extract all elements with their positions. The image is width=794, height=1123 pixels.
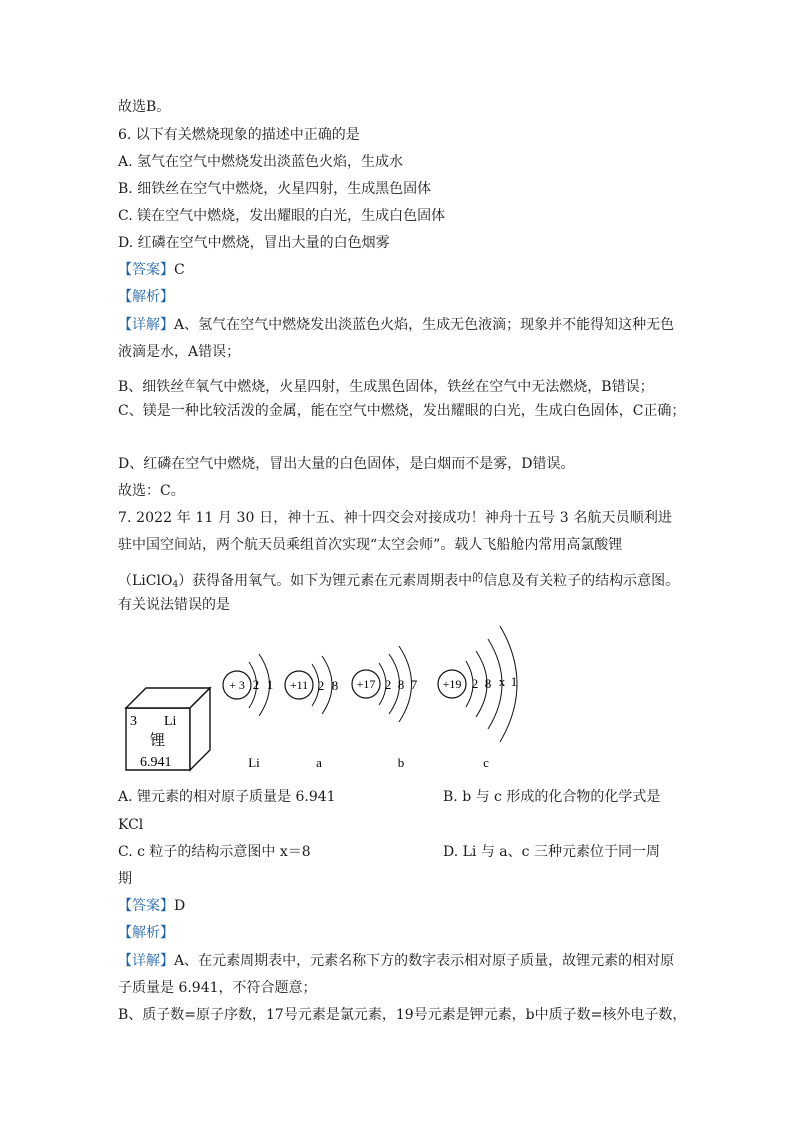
- q7-option-d-cont: 期: [118, 871, 132, 887]
- q7-analysis-tag: 【解析】: [118, 925, 174, 941]
- nucleus-charge: + 3: [229, 678, 245, 692]
- q6-detail-c: C、镁是一种比较活泼的金属，能在空气中燃烧，发出耀眼的白光，生成白色固体，C正确；: [118, 403, 686, 419]
- answer-value: C: [174, 262, 185, 278]
- stem-formula-pre: （LiClO: [118, 573, 173, 589]
- q6-option-a: A. 氢气在空气中燃烧发出淡蓝色火焰，生成水: [118, 154, 404, 170]
- q7-option-c: C. c 粒子的结构示意图中 x＝8: [118, 844, 311, 860]
- element-mass: 6.941: [140, 755, 172, 770]
- element-symbol: Li: [164, 714, 177, 729]
- q7-stem-line3: [118, 569, 679, 594]
- q6-conclusion: 故选：C。: [118, 483, 185, 499]
- detail-tag: 【详解】: [118, 317, 174, 333]
- nucleus-charge: +11: [289, 678, 309, 692]
- q7-detail-a-line2: 子质量是 6.941，不符合题意；: [118, 980, 317, 996]
- stem-line3-mid: ）获得备用氧气。如下为锂元素在元素周期表中: [178, 573, 473, 589]
- q6-detail-b: [118, 375, 654, 396]
- electron-count: x: [498, 674, 506, 689]
- answer-tag: 【答案】: [118, 262, 174, 278]
- detail-a-text: A、氢气在空气中燃烧发出淡蓝色火焰，生成无色液滴；现象并不能得知这种无色: [174, 317, 675, 333]
- q6-option-c: C. 镁在空气中燃烧，发出耀眼的白光，生成白色固体: [118, 208, 446, 224]
- q7-option-b-cont: KCl: [118, 817, 144, 833]
- atomic-structure-figure: [118, 618, 538, 778]
- particle-c-diagram: [438, 626, 517, 770]
- detail-tag: 【详解】: [118, 953, 174, 969]
- q7-detail-a-line1: [118, 952, 674, 970]
- q7-stem-line1: 7. 2022 年 11 月 30 日，神十五、神十四交会对接成功！神舟十五号 3 名航天员顺利进: [118, 510, 673, 526]
- q7-answer: [118, 897, 185, 915]
- q7-option-d: D. Li 与 a、c 三种元素位于同一周: [443, 844, 660, 860]
- electron-count: 8: [484, 676, 492, 691]
- q6-analysis-tag: 【解析】: [118, 289, 174, 305]
- particle-label: Li: [248, 755, 260, 770]
- particle-b-diagram: [352, 646, 418, 770]
- particle-li-diagram: [223, 654, 273, 770]
- element-name: 锂: [150, 733, 166, 749]
- q6-detail-a-line2: 液滴是水，A错误；: [118, 344, 241, 360]
- q6-answer: [118, 261, 185, 279]
- q6-detail-d: D、红磷在空气中燃烧，冒出大量的白色固体，是白烟而不是雾，D错误。: [118, 456, 575, 472]
- particle-label: b: [397, 755, 405, 770]
- electron-count: 7: [410, 677, 418, 692]
- stem-line3-post: 信息及有关粒子的结构示意图。: [483, 573, 680, 589]
- q6-stem: 6. 以下有关燃烧现象的描述中正确的是: [118, 127, 360, 143]
- q6-option-d: D. 红磷在空气中燃烧，冒出大量的白色烟雾: [118, 235, 390, 251]
- particle-label: c: [483, 755, 489, 770]
- previous-answer: 故选B。: [118, 99, 171, 115]
- q7-stem-line2: 驻中国空间站，两个航天员乘组首次实现“太空会师”。载人飞船舱内常用高氯酸锂: [118, 537, 623, 553]
- q7-stem-line4: 有关说法错误的是: [118, 597, 230, 613]
- q7-option-a: A. 锂元素的相对原子质量是 6.941: [118, 789, 336, 805]
- electron-count: 8: [331, 678, 339, 693]
- element-number: 3: [130, 714, 137, 729]
- electron-count: 2: [471, 676, 479, 691]
- electron-count: 2: [384, 677, 392, 692]
- electron-count: 2: [252, 677, 260, 692]
- stem-formula-sub: 4: [172, 580, 179, 590]
- q7-detail-b: B、质子数=原子序数，17号元素是氯元素，19号元素是钾元素，b中质子数=核外电子数，: [118, 1007, 687, 1023]
- answer-value: D: [174, 898, 186, 914]
- detail-b-pre: B、细铁丝: [118, 379, 185, 395]
- q7-option-b: B. b 与 c 形成的化合物的化学式是: [443, 789, 661, 805]
- particle-a-diagram: [285, 656, 338, 770]
- detail-b-post: 氧气中燃烧，火星四射，生成黑色固体，铁丝在空气中无法燃烧，B错误；: [195, 379, 654, 395]
- nucleus-charge: +19: [442, 677, 462, 691]
- q6-detail-a-line1: [118, 316, 674, 334]
- electron-count: 8: [397, 677, 405, 692]
- detail-a-text: A、在元素周期表中，元素名称下方的数字表示相对原子质量，故锂元素的相对原: [174, 953, 675, 969]
- answer-tag: 【答案】: [118, 898, 174, 914]
- q6-option-b: B. 细铁丝在空气中燃烧，火星四射，生成黑色固体: [118, 181, 432, 197]
- electron-count: 2: [317, 678, 325, 693]
- nucleus-charge: +17: [356, 677, 376, 691]
- electron-count: 1: [266, 677, 274, 692]
- stem-line3-small: 的: [472, 571, 484, 584]
- detail-b-small: 在: [184, 377, 196, 390]
- electron-count: 1: [510, 674, 518, 689]
- particle-label: a: [316, 755, 322, 770]
